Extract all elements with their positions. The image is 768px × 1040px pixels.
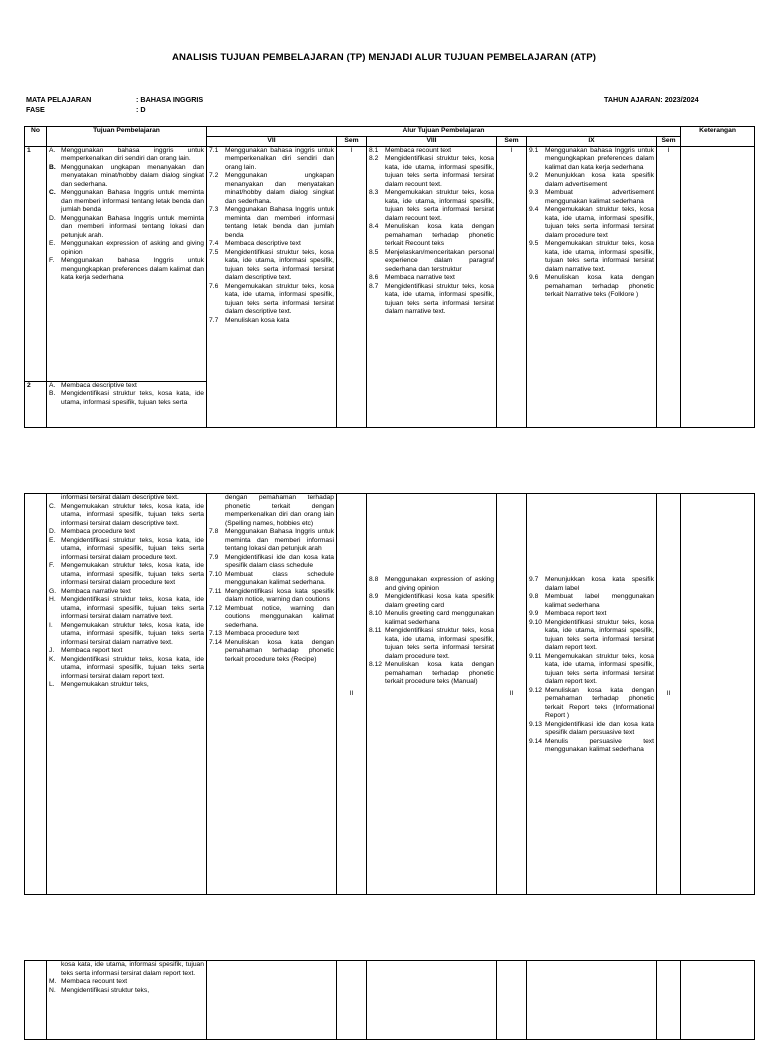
item-marker: 9.11 (529, 652, 542, 660)
atp-viii-cell (367, 961, 497, 1040)
tp-cell (47, 146, 207, 381)
item-text: Mengemukakan struktur teks, kosa kata, ide utama, informasi spesifik, tujuan teks serta informasi tersirat dalam procedure text (545, 206, 654, 239)
list-item (209, 172, 334, 206)
item-marker: 9.10 (529, 618, 543, 626)
list-item (369, 249, 494, 275)
sem-viii: I (497, 146, 527, 428)
item-marker: 8.12 (369, 661, 383, 668)
item-text: Mengidentifikasi struktur teks, (61, 986, 150, 994)
list-item (529, 172, 654, 189)
item-marker: 7.3 (209, 206, 219, 213)
item-text: Menggunakan expression of asking and giving opinion (385, 576, 494, 592)
list-item (49, 961, 204, 978)
item-marker: 9.3 (529, 189, 539, 196)
atp-table-page-2 (24, 493, 755, 895)
list-item (49, 681, 204, 690)
item-text: Mengidentifikasi kosa kata spesifik dalam greeting card (385, 593, 494, 609)
item-marker: 9.6 (529, 274, 539, 281)
document-title: ANALISIS TUJUAN PEMBELAJARAN (TP) MENJADI ALUR TUJUAN PEMBELAJARAN (ATP) (171, 52, 596, 63)
atp-viii-cell (367, 494, 497, 895)
item-marker: 9.13 (529, 720, 543, 728)
item-text: Mengidentifikasi struktur teks, kosa kata, ide utama, informasi spesifik, tujuan teks serta informasi tersirat dalam procedure text. (61, 536, 204, 561)
list-item (49, 503, 204, 529)
list-item (49, 189, 204, 215)
row-number-empty (25, 494, 47, 895)
item-text: Membaca procedure text (225, 630, 299, 637)
item-text: Membuat notice, warning dan coutions menggunakan kalimat sederhana. (225, 604, 334, 629)
atp-ix-list (529, 576, 654, 755)
item-marker: 7.8 (209, 528, 219, 535)
tp-cell (47, 381, 207, 428)
item-marker: 8.8 (369, 576, 379, 583)
item-text: dengan pemahaman terhadap phonetic terkait dengan memperkenalkan diri dan orang lain (Spelling names, hobbies etc) (225, 494, 334, 527)
item-marker: 8.4 (369, 223, 379, 230)
item-marker: 7.5 (209, 248, 219, 256)
list-item (529, 610, 654, 619)
row-number: 1 (25, 146, 47, 381)
phase-label: FASE (26, 105, 45, 114)
sem-vii: I (337, 146, 367, 428)
list-item (209, 630, 334, 639)
sem-vii: II (337, 494, 367, 895)
list-item (209, 554, 334, 571)
list-item (209, 605, 334, 631)
item-text: Membaca report text (61, 647, 123, 654)
list-item (209, 588, 334, 605)
list-item (529, 147, 654, 173)
item-text: Menuliskan kosa kata (225, 316, 290, 324)
list-item (49, 622, 204, 648)
sem-vii (337, 961, 367, 1040)
list-item (49, 494, 204, 503)
item-marker: 8.2 (369, 155, 379, 162)
sem-ix: I (657, 146, 681, 428)
item-marker: L. (49, 681, 55, 688)
header-atp: Alur Tujuan Pembelajaran (207, 127, 681, 137)
item-marker: A. (49, 146, 56, 154)
item-text: Mengidentifikasi struktur teks, kosa kata, ide utama, informasi spesifik, tujuan teks serta informasi tersirat dalam procedure text. (385, 627, 494, 660)
atp-vii-cell (207, 494, 337, 895)
tp-list (49, 147, 204, 283)
item-text: Membuat label menggunakan kalimat sederhana (545, 593, 654, 609)
item-text: Membuat advertisement menggunakan kalimat sederhana (545, 189, 654, 205)
item-text: Menggunakan bahasa Inggris untuk mengungkapkan preferences dalam kalimat dan kata kerja sederhana (61, 257, 204, 281)
item-marker: D. (49, 528, 56, 535)
list-item (369, 627, 494, 661)
item-text: Mengemukakan struktur teks, kosa kata, ide utama, informasi spesifik, tujuan teks serta informasi tersirat dalam descriptive text. (61, 502, 204, 527)
item-text: Mengemukakan struktur teks, kosa kata, ide utama, informasi spesifik, tujuan teks serta informasi tersirat dalam recount text. (385, 189, 494, 222)
atp-table-page-1 (24, 126, 755, 428)
item-text: Menuliskan kosa kata dengan pemahaman terhadap phonetic terkait procedure teks (Manual) (385, 661, 494, 685)
item-marker: C. (49, 502, 56, 510)
list-item (529, 206, 654, 240)
item-marker: 7.12 (209, 604, 223, 612)
item-marker: 8.10 (369, 610, 383, 617)
atp-viii-list (369, 576, 494, 687)
keterangan-cell (681, 494, 755, 895)
item-text: Menulis persuasive text menggunakan kalimat sederhana (545, 737, 654, 753)
header-sem-vii: Sem (337, 137, 367, 147)
item-marker: 8.6 (369, 274, 379, 281)
list-item (49, 240, 204, 257)
item-text: Mengidentifikasi struktur teks, kosa kata, ide utama, informasi spesifik, tujuan teks serta informasi tersirat dalam report text. (61, 655, 204, 680)
list-item (49, 147, 204, 164)
item-text: Membaca recount text (61, 978, 128, 985)
item-marker: 8.1 (369, 146, 379, 154)
item-text: Membaca descriptive text (61, 381, 137, 389)
item-marker: 7.7 (209, 316, 219, 324)
list-item (369, 274, 494, 283)
item-text: Membaca descriptive text (225, 240, 301, 247)
item-text: Mengidentifikasi struktur teks, kosa kata, ide utama, informasi spesifik, tujuan teks serta informasi tersirat dalam recount text. (385, 155, 494, 188)
item-marker: 8.3 (369, 189, 379, 196)
list-item (49, 647, 204, 656)
list-item (529, 593, 654, 610)
list-item (369, 576, 494, 593)
item-marker: 7.13 (209, 630, 223, 637)
item-marker: K. (49, 655, 56, 663)
item-marker: 7.4 (209, 240, 219, 247)
atp-viii-cell (367, 146, 497, 428)
item-text: Menggunakan ungkapan menanyakan dan menyatakan minat/hobby dalam dialog singkat dan sederhana. (61, 163, 204, 188)
item-marker: G. (49, 587, 57, 595)
list-item (529, 189, 654, 206)
item-text: Mengidentifikasi struktur teks, kosa kata, ide utama, informasi spesifik, tujuan teks serta informasi tersirat dalam narrative text. (61, 596, 204, 620)
atp-vii-list (209, 147, 334, 326)
item-text: Menggunakan Bahasa Inggris untuk meminta dan memberi informasi tentang letak benda dan jumlah benda (225, 206, 334, 239)
item-marker: 8.9 (369, 593, 379, 600)
item-marker: 7.14 (209, 638, 223, 646)
keterangan-cell (681, 146, 755, 428)
item-marker: 8.7 (369, 282, 379, 290)
item-text: Mengidentifikasi struktur teks, kosa kata, ide utama, informasi spesifik, tujuan teks serta informasi tersirat dalam descriptive text. (225, 248, 334, 281)
item-marker: B. (49, 163, 56, 171)
list-item (209, 240, 334, 249)
list-item (529, 738, 654, 755)
item-marker: 8.5 (369, 248, 379, 256)
tp-list (49, 494, 204, 690)
list-item (529, 576, 654, 593)
item-text: kosa kata, ide utama, informasi spesifik, tujuan teks serta informasi tersirat dalam report text. (61, 961, 204, 977)
list-item (369, 610, 494, 627)
item-text: Menggunakan expression of asking and giving opinion (61, 240, 204, 256)
list-item (369, 155, 494, 189)
list-item (369, 189, 494, 223)
sem-ix (657, 961, 681, 1040)
item-marker: F. (49, 562, 55, 569)
item-text: Menunjukkan kosa kata spesifik dalam advertisement (545, 172, 654, 188)
item-marker: J. (49, 647, 55, 654)
item-text: Mengemukakan struktur teks, (61, 681, 149, 688)
item-text: Menulis greeting card menggunakan kalimat sederhana (385, 610, 494, 626)
item-marker: 7.1 (209, 146, 219, 154)
item-text: Menggunakan bahasa inggris untuk memperkenalkan diri sendiri dan orang lain. (61, 146, 204, 162)
row-number: 2 (25, 381, 47, 428)
item-text: informasi tersirat dalam descriptive text. (61, 494, 179, 501)
list-item (209, 528, 334, 554)
list-item (49, 596, 204, 622)
item-text: Mengidentifikasi struktur teks, kosa kata, ide utama, informasi spesifik, tujuan teks serta informasi tersirat dalam narrative text. (385, 282, 494, 315)
item-text: Menuliskan kosa kata dengan pemahaman terhadap phonetic terkait procedure teks (Recipe) (225, 638, 334, 663)
item-text: Membaca report text (545, 610, 607, 617)
list-item (49, 528, 204, 537)
item-marker: A. (49, 381, 56, 389)
item-marker: 9.8 (529, 593, 539, 600)
item-text: Membaca narrative text (385, 274, 455, 281)
item-text: Mengemukakan struktur teks, kosa kata, ide utama, informasi spesifik, tujuan teks serta informasi tersirat dalam report text. (545, 652, 654, 685)
list-item (49, 978, 204, 987)
item-marker: H. (49, 596, 56, 603)
item-marker: 7.6 (209, 282, 219, 290)
item-marker: 9.9 (529, 610, 539, 617)
list-item (49, 215, 204, 241)
list-item (49, 390, 204, 407)
atp-table-page-3 (24, 960, 755, 1040)
item-marker: 9.4 (529, 206, 539, 213)
item-marker: B. (49, 390, 56, 397)
item-text: Membaca recount text (385, 146, 452, 154)
list-item (49, 382, 204, 391)
header-keterangan: Keterangan (681, 127, 755, 147)
item-marker: E. (49, 536, 56, 544)
list-item (49, 588, 204, 597)
list-item (529, 619, 654, 653)
list-item (209, 249, 334, 283)
header-tp: Tujuan Pembelajaran (47, 127, 207, 147)
list-item (529, 240, 654, 274)
list-item (369, 223, 494, 249)
item-text: Menuliskan kosa kata dengan pemahaman terhadap phonetic terkait Report teks (Informational Report ) (545, 686, 654, 719)
item-marker: 7.10 (209, 570, 223, 578)
item-text: Mengemukakan struktur teks, kosa kata, ide utama, informasi spesifik, tujuan teks serta informasi tersirat dalam narrative text. (61, 621, 204, 646)
sem-viii (497, 961, 527, 1040)
row-number-empty (25, 961, 47, 1040)
atp-ix-cell (527, 494, 657, 895)
item-text: Membaca procedure text (61, 528, 135, 535)
list-item (49, 257, 204, 283)
item-marker: M. (49, 978, 57, 985)
header-no: No (25, 127, 47, 147)
header-sem-ix: Sem (657, 137, 681, 147)
list-item (209, 317, 334, 326)
item-marker: 9.1 (529, 146, 539, 154)
item-marker: 9.5 (529, 240, 539, 247)
item-text: Membuat class schedule menggunakan kalimat sederhana. (225, 570, 334, 586)
list-item (49, 537, 204, 563)
item-text: Menggunakan Bahasa Inggris untuk meminta dan memberi informasi tentang letak benda dan jumlah benda (61, 189, 204, 213)
list-item (369, 661, 494, 687)
item-text: Menunjukkan kosa kata spesifik dalam label (545, 576, 654, 592)
item-text: Menggunakan Bahasa Inggris untuk meminta dan memberi informasi tentang lokasi dan petunjuk arah. (61, 214, 204, 239)
tp-list (49, 382, 204, 408)
keterangan-cell (681, 961, 755, 1040)
atp-ix-cell (527, 146, 657, 428)
header-grade-vii: VII (207, 137, 337, 147)
subject-line (26, 95, 203, 104)
item-text: Membaca narrative text (61, 587, 131, 595)
header-grade-viii: VIII (367, 137, 497, 147)
item-text: Menggunakan bahasa Inggris untuk mengungkapkan preferences dalam kalimat dan kata kerja sederhana (545, 146, 654, 171)
item-marker: C. (49, 189, 56, 196)
item-marker: D. (49, 214, 56, 222)
item-text: Menjelaskan/menceritakan personal experience dalam paragraf sederhana dan terstruktur (385, 248, 494, 273)
atp-vii-list (209, 494, 334, 664)
item-text: Mengidentifikasi ide dan kosa kata spesifik dalam persuasive text (545, 720, 654, 736)
list-item (209, 494, 334, 528)
item-text: Mengidentifikasi struktur teks, kosa kata, ide utama, informasi spesifik, tujuan teks serta (61, 390, 204, 406)
atp-viii-list (369, 147, 494, 317)
tp-list (49, 961, 204, 995)
item-text: Mengemukakan struktur teks, kosa kata, ide utama, informasi spesifik, tujuan teks serta informasi tersirat dalam narrative text. (545, 240, 654, 273)
item-marker: 9.12 (529, 686, 543, 694)
list-item (369, 147, 494, 156)
item-text: Menggunakan bahasa inggris untuk memperkenalkan diri sendiri dan orang lain. (225, 146, 334, 171)
list-item (49, 164, 204, 190)
list-item (369, 283, 494, 317)
item-text: Menggunakan Bahasa Inggris untuk meminta dan memberi informasi tentang lokasi dan petunjuk arah (225, 528, 334, 552)
list-item (529, 721, 654, 738)
phase-line (26, 105, 146, 114)
item-marker: 7.11 (209, 587, 222, 595)
atp-vii-cell (207, 146, 337, 428)
header-sem-viii: Sem (497, 137, 527, 147)
list-item (529, 653, 654, 687)
item-text: Mengidentifikasi struktur teks, kosa kata, ide utama, informasi spesifik, tujuan teks serta informasi tersirat dalam report text. (545, 618, 654, 651)
list-item (209, 206, 334, 240)
item-marker: E. (49, 240, 56, 247)
item-text: Menggunakan ungkapan menanyakan dan menyatakan minat/hobby dalam dialog singkat dan sederhana. (225, 172, 334, 205)
atp-vii-cell (207, 961, 337, 1040)
tp-cell (47, 494, 207, 895)
list-item (529, 687, 654, 721)
item-text: Mengidentifikasi kosa kata spesifik dalam notice, warning dan coutions (225, 587, 334, 603)
item-marker: I. (49, 621, 53, 629)
item-text: Menuliskan kosa kata dengan pemahaman terhadap phonetic terkait Recount teks (385, 223, 494, 247)
tp-cell (47, 961, 207, 1040)
list-item (49, 562, 204, 588)
item-marker: N. (49, 986, 56, 994)
subject-label: MATA PELAJARAN (26, 95, 92, 104)
item-marker: F. (49, 257, 55, 264)
item-text: Mengemukakan struktur teks, kosa kata, ide utama, informasi spesifik, tujuan teks serta informasi tersirat dalam descriptive text. (225, 282, 334, 315)
item-marker: 9.7 (529, 576, 539, 583)
list-item (49, 656, 204, 682)
academic-year: TAHUN AJARAN: 2023/2024 (604, 95, 699, 104)
item-marker: 8.11 (369, 627, 382, 634)
item-marker: 7.2 (209, 172, 219, 179)
list-item (209, 283, 334, 317)
atp-ix-list (529, 147, 654, 300)
item-text: Mengidentifikasi ide dan kosa kata spesifik dalam class schedule (225, 553, 334, 569)
item-text: Mengemukakan struktur teks, kosa kata, ide utama, informasi spesifik, tujuan teks serta informasi tersirat dalam procedure text (61, 562, 204, 586)
list-item (209, 639, 334, 665)
sem-viii: II (497, 494, 527, 895)
item-marker: 9.2 (529, 172, 539, 179)
list-item (209, 571, 334, 588)
phase-value: : D (136, 105, 146, 114)
item-text: Menuliskan kosa kata dengan pemahaman terhadap phonetic terkait Narrative teks (Folklore ) (545, 274, 654, 298)
sem-ix: II (657, 494, 681, 895)
list-item (209, 147, 334, 173)
item-marker: 9.14 (529, 737, 543, 745)
header-grade-ix: IX (527, 137, 657, 147)
item-marker: 7.9 (209, 553, 219, 561)
list-item (529, 274, 654, 300)
list-item (369, 593, 494, 610)
list-item (49, 987, 204, 996)
atp-ix-cell (527, 961, 657, 1040)
subject-value: : BAHASA INGGRIS (136, 95, 204, 104)
